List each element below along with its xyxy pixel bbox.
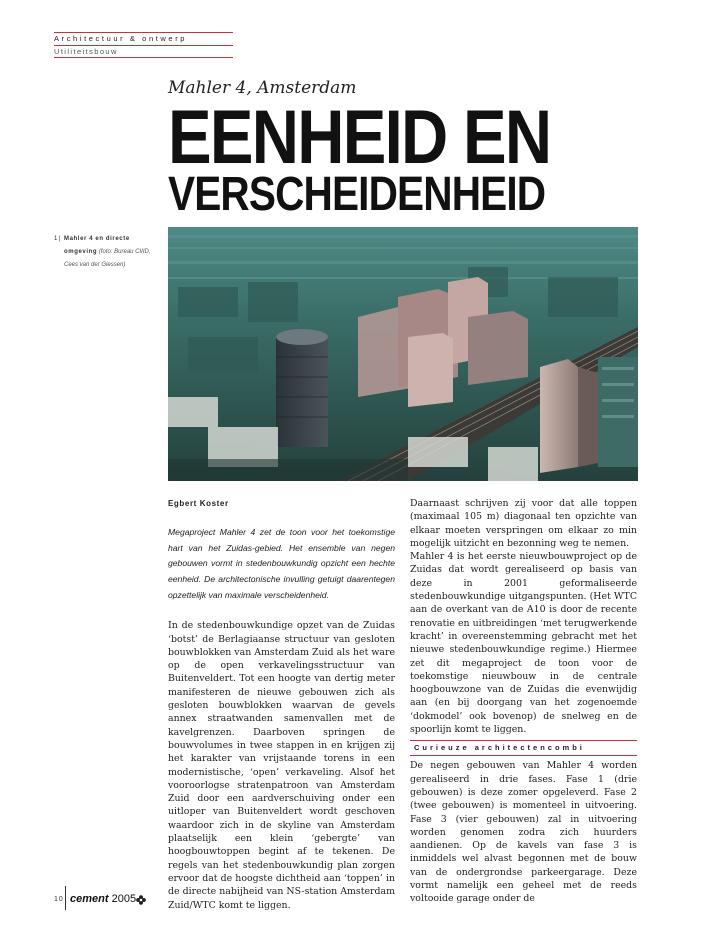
headline-line-1: EENHEID EN <box>168 95 551 180</box>
author-name: Egbert Koster <box>168 499 229 508</box>
page-number: 10 <box>54 896 64 903</box>
caption-title: Mahler 4 en directe omgeving <box>64 236 130 255</box>
body-paragraph: Mahler 4 is het eerste nieuwbouwproject op de Zuidas dat wordt gerealiseerd op basis van deze in 2001 geformaliseerde stedenbouwkundige uitgangspunten. (Het WTC aan de overkant van de A10 is door de recente renovatie en uitbreidingen ‘met terugwerkende kracht’ in overeenstemming gebracht met het nieuwe stedenbouwkundige regime.) Hiermee zet dit megaproject de toon voor de toekomstige nieuwbouw in de centrale hoogbouwzone van de Zuidas die evenwijdig aan (en bij doorgang van het zogenoemde ‘dokmodel’ ook bovenop) de snelweg en de spoorlijn komt te liggen. <box>410 551 637 736</box>
magazine-name: cement 2005 <box>70 893 137 905</box>
location-title: Mahler 4, Amsterdam <box>168 78 357 98</box>
photo-caption <box>54 233 158 272</box>
article-column-left <box>168 497 395 912</box>
body-paragraph: De negen gebouwen van Mahler 4 worden gerealiseerd in drie fases. Fase 1 (drie gebouwen) is deze zomer opgeleverd. Fase 2 (twee gebouwen) is momenteel in uitvoering. Fase 3 (vier gebouwen) zal in uitvoering worden genomen zodra zich huurders aandienen. Op de kavels van fase 3 is inmiddels wel alvast begonnen met de bouw van de ondergrondse parkeergarage. Deze vormt namelijk een geheel met de reeds voltooide garage onder de <box>410 760 637 905</box>
article-column-right <box>410 497 637 906</box>
caption-number: 1 | <box>54 236 61 242</box>
body-paragraph: In de stedenbouwkundige opzet van de Zuidas ‘botst’ de Berlagiaanse structuur van gesloten bouwblokken van Amsterdam Zuid als het ware op de open verkavelingsstructuur van Buitenveldert. Tot een hoogte van dertig meter manifesteren de nieuwe gebouwen zich als gesloten bouwblokken waarvan de gevels annex straatwanden samenvallen met de kavelgrenzen. Daarboven springen de bouwvolumes in twee stappen in en krijgen zij het karakter van vrijstaande torens in een modernistische, ‘open’ verkaveling. Alsof het vooroorlogse stratenpatroon van Amsterdam Zuid door een aardverschuiving onder een uitloper van Buitenveldert wordt geschoven waardoor zich in de skyline van Amsterdam plaatselijk een klein ‘gebergte’ van hoogbouwtoppen begint af te tekenen. De regels van het stedenbouwkundig plan zorgen ervoor dat de hoogste dichtheid aan ‘toppen’ in de directe nabijheid van NS-station Amsterdam Zuid/WTC komt te liggen. <box>168 620 395 911</box>
aerial-photo <box>168 227 638 481</box>
section-subheading: Curieuze architectencombi <box>410 740 637 756</box>
footer-divider <box>65 886 66 910</box>
header-rule-middle <box>54 45 233 46</box>
caption-credit: (foto: Bureau CIIID, Cees van der Giessen) <box>64 249 151 268</box>
header-rule-top <box>54 32 233 33</box>
body-paragraph: Daarnaast schrijven zij voor dat alle toppen (maximaal 105 m) diagonaal ten opzichte van elkaar moeten verspringen om elkaar zo min mogelijk uitzicht en bezonning weg te nemen. <box>410 498 637 549</box>
subsection-label: Utiliteitsbouw <box>54 47 118 56</box>
headline-line-2: VERSCHEIDENHEID <box>168 168 546 221</box>
article-lead: Megaproject Mahler 4 zet de toon voor het toekomstige hart van het Zuidas-gebied. Het ensemble van negen gebouwen vormt in stedenbouwkundig opzicht een hechte eenheid. De architectonische invulling getuigt daarentegen opzettelijk van maximale verscheidenheid. <box>168 527 395 600</box>
flower-icon <box>136 895 146 905</box>
header-rule-bottom <box>54 57 233 58</box>
section-label: Architectuur & ontwerp <box>54 34 188 43</box>
